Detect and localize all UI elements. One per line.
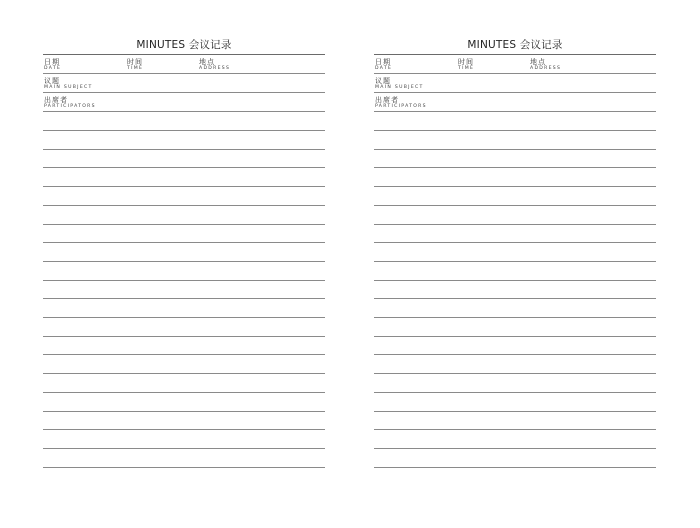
writing-line — [374, 280, 656, 281]
writing-line — [43, 448, 325, 449]
date-label-cn: 日期 — [44, 58, 60, 66]
subject-field[interactable] — [44, 77, 93, 91]
address-label-cn: 地点 — [199, 58, 215, 66]
writing-line — [374, 467, 656, 468]
writing-line — [374, 242, 656, 243]
subject-label-cn: 议题 — [375, 77, 391, 85]
writing-line — [43, 130, 325, 131]
participants-label-cn: 出席者 — [44, 96, 68, 104]
subject-label-cn: 议题 — [44, 77, 60, 85]
writing-line — [374, 205, 656, 206]
writing-line — [43, 261, 325, 262]
writing-line — [374, 429, 656, 430]
writing-line — [374, 373, 656, 374]
writing-line — [43, 280, 325, 281]
address-label-cn: 地点 — [530, 58, 546, 66]
writing-line — [43, 317, 325, 318]
writing-line — [374, 149, 656, 150]
writing-line — [43, 411, 325, 412]
writing-line — [43, 167, 325, 168]
subject-label-en: MAIN SUBJECT — [44, 85, 93, 90]
writing-line — [43, 354, 325, 355]
writing-line — [374, 130, 656, 131]
address-label-en: ADDRESS — [199, 66, 231, 71]
address-label-en: ADDRESS — [530, 66, 562, 71]
address-field[interactable] — [199, 58, 230, 72]
writing-line — [43, 298, 325, 299]
header-rule — [374, 73, 656, 74]
title-rule — [43, 54, 325, 55]
writing-line — [43, 373, 325, 374]
participants-field[interactable] — [375, 96, 427, 110]
subject-label-en: MAIN SUBJECT — [375, 85, 424, 90]
writing-line — [374, 298, 656, 299]
date-label-en: DATE — [375, 66, 393, 71]
writing-line — [374, 186, 656, 187]
page-title: MINUTES 会议记录 — [467, 39, 563, 51]
date-label-cn: 日期 — [375, 58, 391, 66]
participants-label-en: PARTICIPATORS — [44, 104, 96, 109]
time-field[interactable] — [458, 58, 474, 72]
writing-line — [43, 149, 325, 150]
page-title: MINUTES 会议记录 — [136, 39, 232, 51]
writing-line — [374, 448, 656, 449]
time-label-cn: 时间 — [127, 58, 143, 66]
writing-line — [43, 242, 325, 243]
writing-line — [374, 336, 656, 337]
writing-line — [43, 336, 325, 337]
writing-line — [374, 167, 656, 168]
header-rule — [374, 111, 656, 112]
participants-label-cn: 出席者 — [375, 96, 399, 104]
date-field[interactable] — [44, 58, 61, 72]
writing-line — [374, 317, 656, 318]
time-label-en: TIME — [458, 66, 475, 71]
time-label-cn: 时间 — [458, 58, 474, 66]
writing-line — [43, 224, 325, 225]
writing-line — [43, 205, 325, 206]
date-label-en: DATE — [44, 66, 62, 71]
minutes-page-right — [374, 0, 656, 528]
writing-line — [43, 392, 325, 393]
time-label-en: TIME — [127, 66, 144, 71]
participants-field[interactable] — [44, 96, 96, 110]
participants-label-en: PARTICIPATORS — [375, 104, 427, 109]
header-rule — [374, 92, 656, 93]
time-field[interactable] — [127, 58, 143, 72]
date-field[interactable] — [375, 58, 392, 72]
header-rule — [43, 92, 325, 93]
writing-line — [43, 467, 325, 468]
minutes-page-left — [43, 0, 325, 528]
header-rule — [43, 111, 325, 112]
writing-line — [374, 224, 656, 225]
writing-line — [374, 354, 656, 355]
writing-line — [374, 392, 656, 393]
subject-field[interactable] — [375, 77, 424, 91]
header-rule — [43, 73, 325, 74]
writing-line — [43, 186, 325, 187]
writing-line — [374, 261, 656, 262]
title-rule — [374, 54, 656, 55]
writing-line — [43, 429, 325, 430]
address-field[interactable] — [530, 58, 561, 72]
writing-line — [374, 411, 656, 412]
